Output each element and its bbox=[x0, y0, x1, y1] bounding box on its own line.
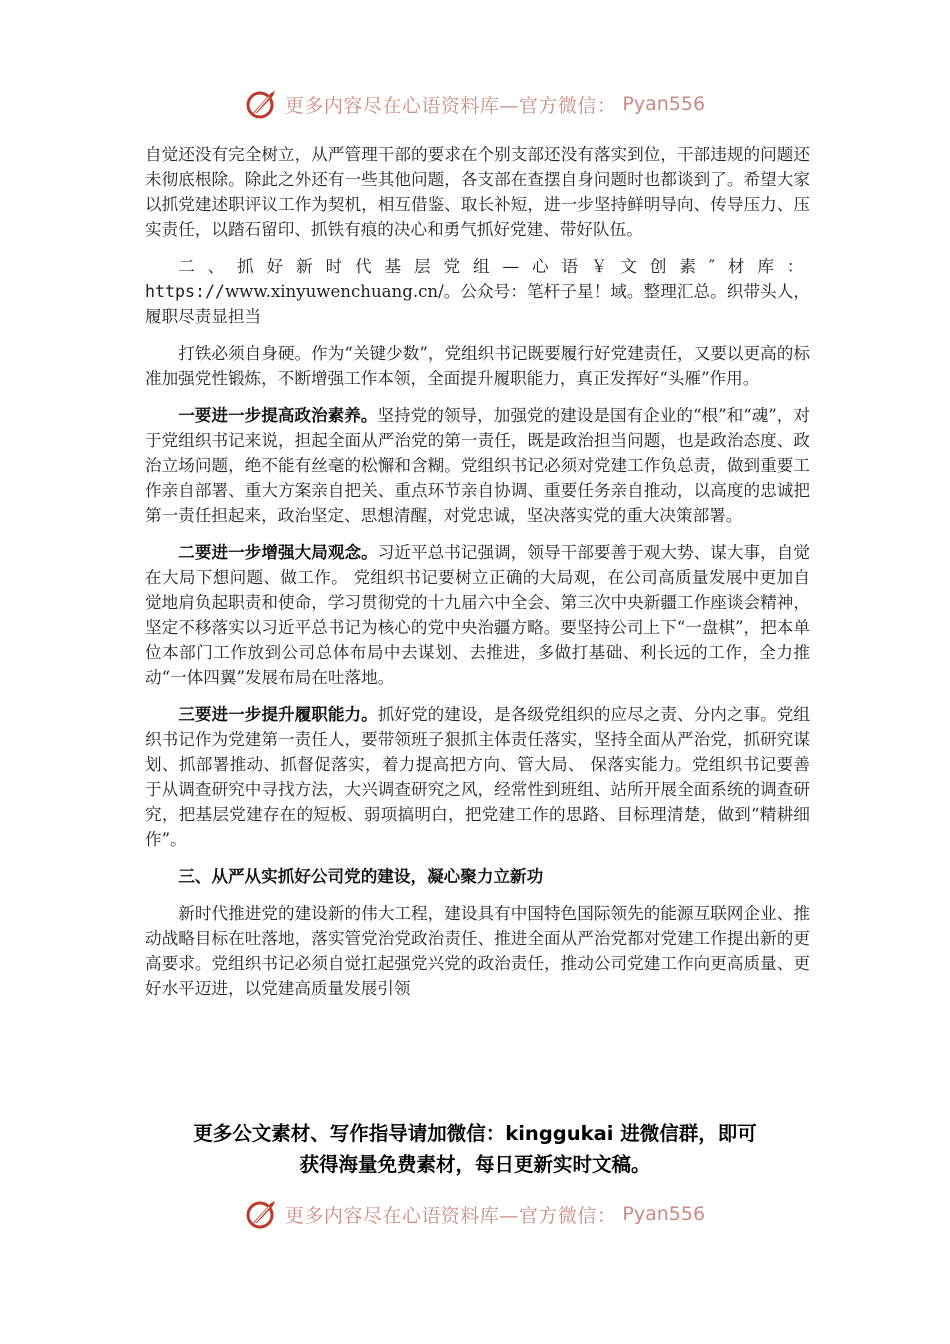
heading-2-url-start: https:// bbox=[145, 282, 225, 301]
paragraph-1: 自觉还没有完全树立，从严管理干部的要求在个别支部还没有落实到位，干部违规的问题还未彻底根除。除此之外还有一些其他问题，各支部在查摆自身问题时也都谈到了。希望大家以抓党建述职评议工作为契机，相互借鉴、取长补短，进一步坚持鲜明导向、传导压力、压实责任，以踏石留印、抓铁有痕的决心和勇气抓好党建、带好队伍。 bbox=[145, 145, 810, 239]
paragraph-5-lead: 二要进一步增强大局观念。 bbox=[178, 542, 378, 562]
paragraph-7: 新时代推进党的建设新的伟大工程，建设具有中国特色国际领先的能源互联网企业、推动战略目标在吐落地，落实管党治党政治责任、推进全面从严治党都对党建工作提出新的更高要求。党组织书记必须自觉扛起强党兴党的政治责任，推动公司党建工作向更高质量、更好水平迈进，以党建高质量发展引领 bbox=[145, 904, 810, 998]
header-banner-text: 更多内容尽在心语资料库—官方微信： bbox=[284, 94, 617, 117]
paragraph-3: 打铁必须自身硬。作为“关键少数”，党组织书记既要履行好党建责任，又要以更高的标准加强党性锻炼，不断增强工作本领，全面提升履职能力，真正发挥好“头雁”作用。 bbox=[145, 344, 810, 388]
quill-logo-icon bbox=[245, 87, 279, 121]
paragraph-2-heading bbox=[145, 254, 810, 329]
paragraph-6-lead: 三要进一步提升履职能力。 bbox=[178, 704, 378, 724]
heading-2-spaced-text: 二、抓好新时代基层党组—心语￥文创素″材库： bbox=[178, 257, 810, 276]
document-body bbox=[145, 142, 810, 1013]
footer-banner-handle: Pyan556 bbox=[622, 1203, 706, 1225]
paragraph-5-text: 习近平总书记强调，领导干部要善于观大势、谋大事，自觉在大局下想问题、做工作。 党组织书记要树立正确的大局观，在公司高质量发展中更加自 觉地肩负起职责和使命，学习贯彻党的十九届六中全会、第三次中央新疆工作座谈会精神，坚定不移落实以习近平总书记为核心的党中央治疆方略。要坚持公司上下“一盘棋”，把本单位本部门工作放到公司总体布局中去谋划、去推进，多做打基础、利长远的工作，全力推动“一体四翼”发展布局在吐落地。 bbox=[145, 543, 810, 687]
footer-watermark-banner bbox=[0, 1194, 950, 1234]
promo-line-1: 更多公文素材、写作指导请加微信：kinggukai 进微信群，即可 bbox=[193, 1122, 757, 1145]
quill-logo-icon bbox=[245, 1197, 279, 1231]
header-watermark-banner bbox=[0, 84, 950, 124]
promo-line-2: 获得海量免费素材，每日更新实时文稿。 bbox=[299, 1153, 651, 1176]
header-banner-handle: Pyan556 bbox=[622, 93, 706, 115]
paragraph-4 bbox=[145, 403, 810, 528]
paragraph-4-lead: 一要进一步提高政治素养。 bbox=[178, 405, 378, 425]
paragraph-6 bbox=[145, 702, 810, 852]
paragraph-5 bbox=[145, 540, 810, 690]
section-3-heading: 三、从严从实抓好公司党的建设，凝心聚力立新功 bbox=[178, 866, 544, 886]
paragraph-4-text: 坚持党的领导，加强党的建设是国有企业的“根”和“魂”，对于党组织书记来说，担起全面从严治党的第一责任，既是政治担当问题，也是政治态度、政治立场问题，绝不能有丝毫的松懈和含糊。党组织书记必须对党建工作负总责，做到重要工作亲自部署、重大方案亲自把关、重点环节亲自协调、重要任务亲自推动，以高度的忠诚把第一责任担起来，政治坚定、思想清醒，对党忠诚，坚决落实党的重大决策部署。 bbox=[145, 406, 810, 525]
paragraph-6-text: 抓好党的建设，是各级党组织的应尽之责、分内之事。党组织书记作为党建第一责任人，要带领班子狠抓主体责任落实，坚持全面从严治党，抓研究谋划、抓部署推动、抓督促落实，着力提高把方向、管大局、 保落实能力。党组织书记要善于从调查研究中寻找方法，大兴调查研究之风，经常性到班组、站所开展全面系统的调查研究，把基层党建存在的短板、弱项搞明白，把党建工作的思路、目标理清楚，做到“精耕细作”。 bbox=[145, 705, 810, 849]
footer-banner-text: 更多内容尽在心语资料库—官方微信： bbox=[284, 1204, 617, 1227]
heading-2-rest: www.xinyuwenchuang.cn/。公众号：笔杆子星！域。整理汇总。织带头人，履职尽责显担当 bbox=[145, 282, 810, 326]
promo-notice bbox=[0, 1118, 950, 1180]
